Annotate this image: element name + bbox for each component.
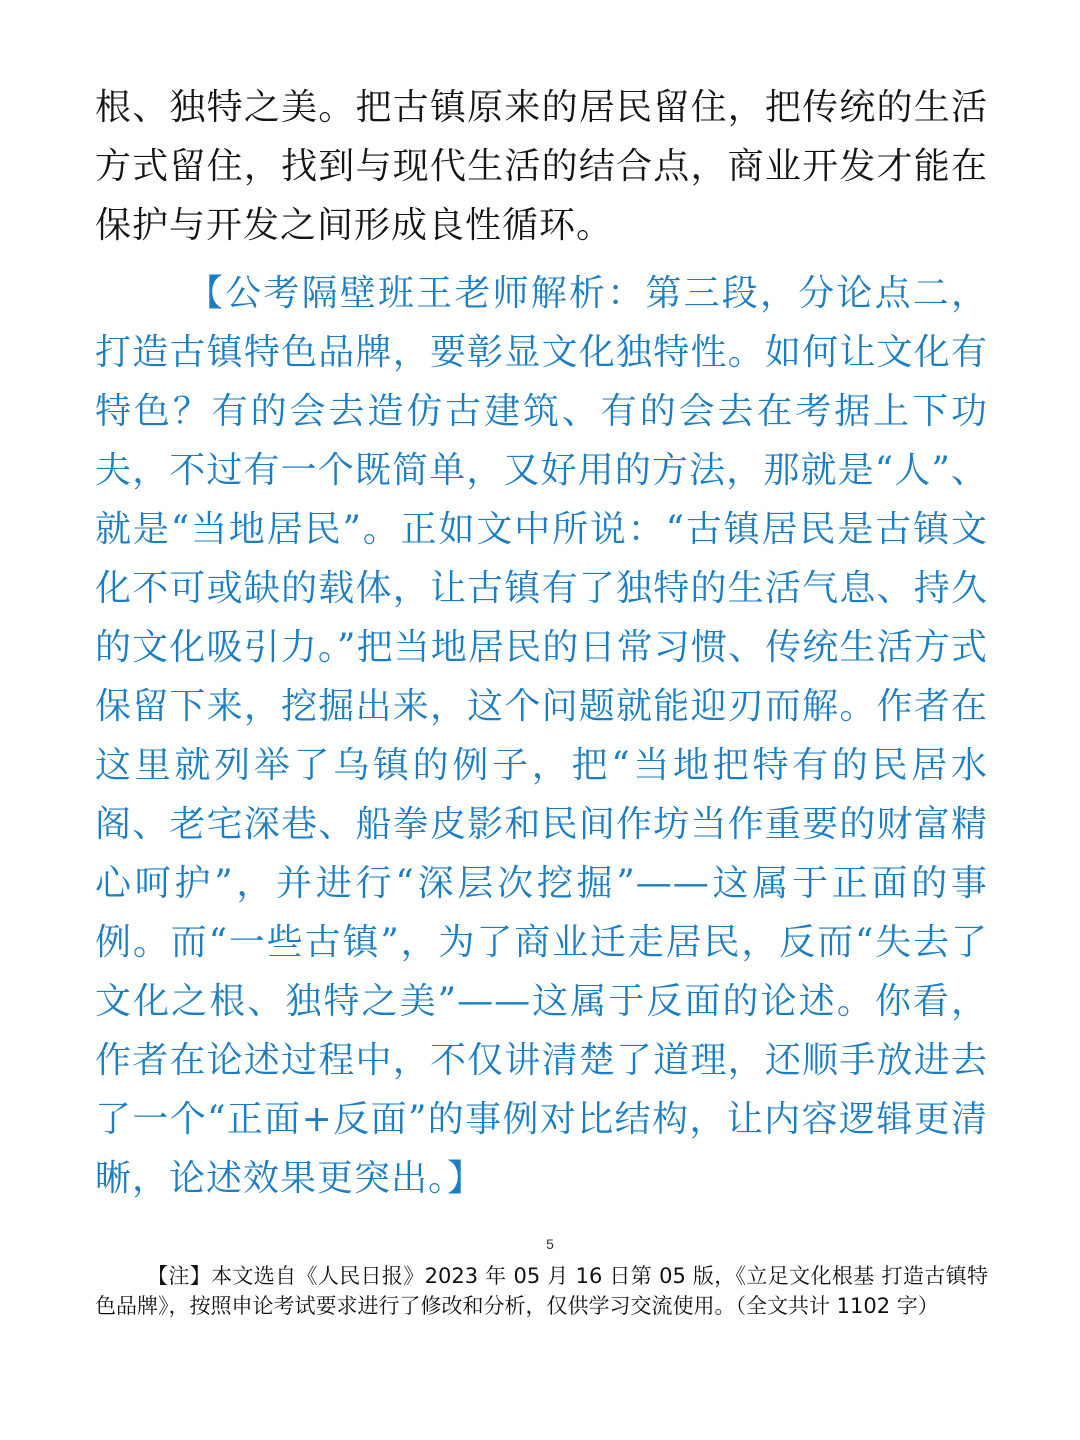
analysis-paragraph: 【公考隔壁班王老师解析：第三段，分论点二，打造古镇特色品牌，要彰显文化独特性。如何让文化有特色？有的会去造仿古建筑、有的会去在考据上下功夫，不过有一个既简单，又好用的方法，那就是“人”、就是“当地居民”。正如文中所说：“古镇居民是古镇文化不可或缺的载体，让古镇有了独特的生活气息、持久的文化吸引力。”把当地居民的日常习惯、传统生活方式保留下来，挖掘出来，这个问题就能迎刃而解。作者在这里就列举了乌镇的例子，把“当地把特有的民居水阁、老宅深巷、船拳皮影和民间作坊当作重要的财富精心呵护”，并进行“深层次挖掘”——这属于正面的事例。而“一些古镇”，为了商业迁走居民，反而“失去了文化之根、独特之美”——这属于反面的论述。你看，作者在论述过程中，不仅讲清楚了道理，还顺手放进去了一个“正面+反面”的事例对比结构，让内容逻辑更清晰，论述效果更突出。】 (95, 273, 988, 1199)
footnote: 【注】本文选自《人民日报》2023 年 05 月 16 日第 05 版，《立足文化根基 打造古镇特色品牌》，按照申论考试要求进行了修改和分析，仅供学习交流使用。（全文共计 1102 字） (95, 1264, 988, 1318)
page-number: 5 (546, 1236, 554, 1252)
body-paragraph: 根、独特之美。把古镇原来的居民留住，把传统的生活方式留住，找到与现代生活的结合点，商业开发才能在保护与开发之间形成良性循环。 (95, 87, 988, 246)
